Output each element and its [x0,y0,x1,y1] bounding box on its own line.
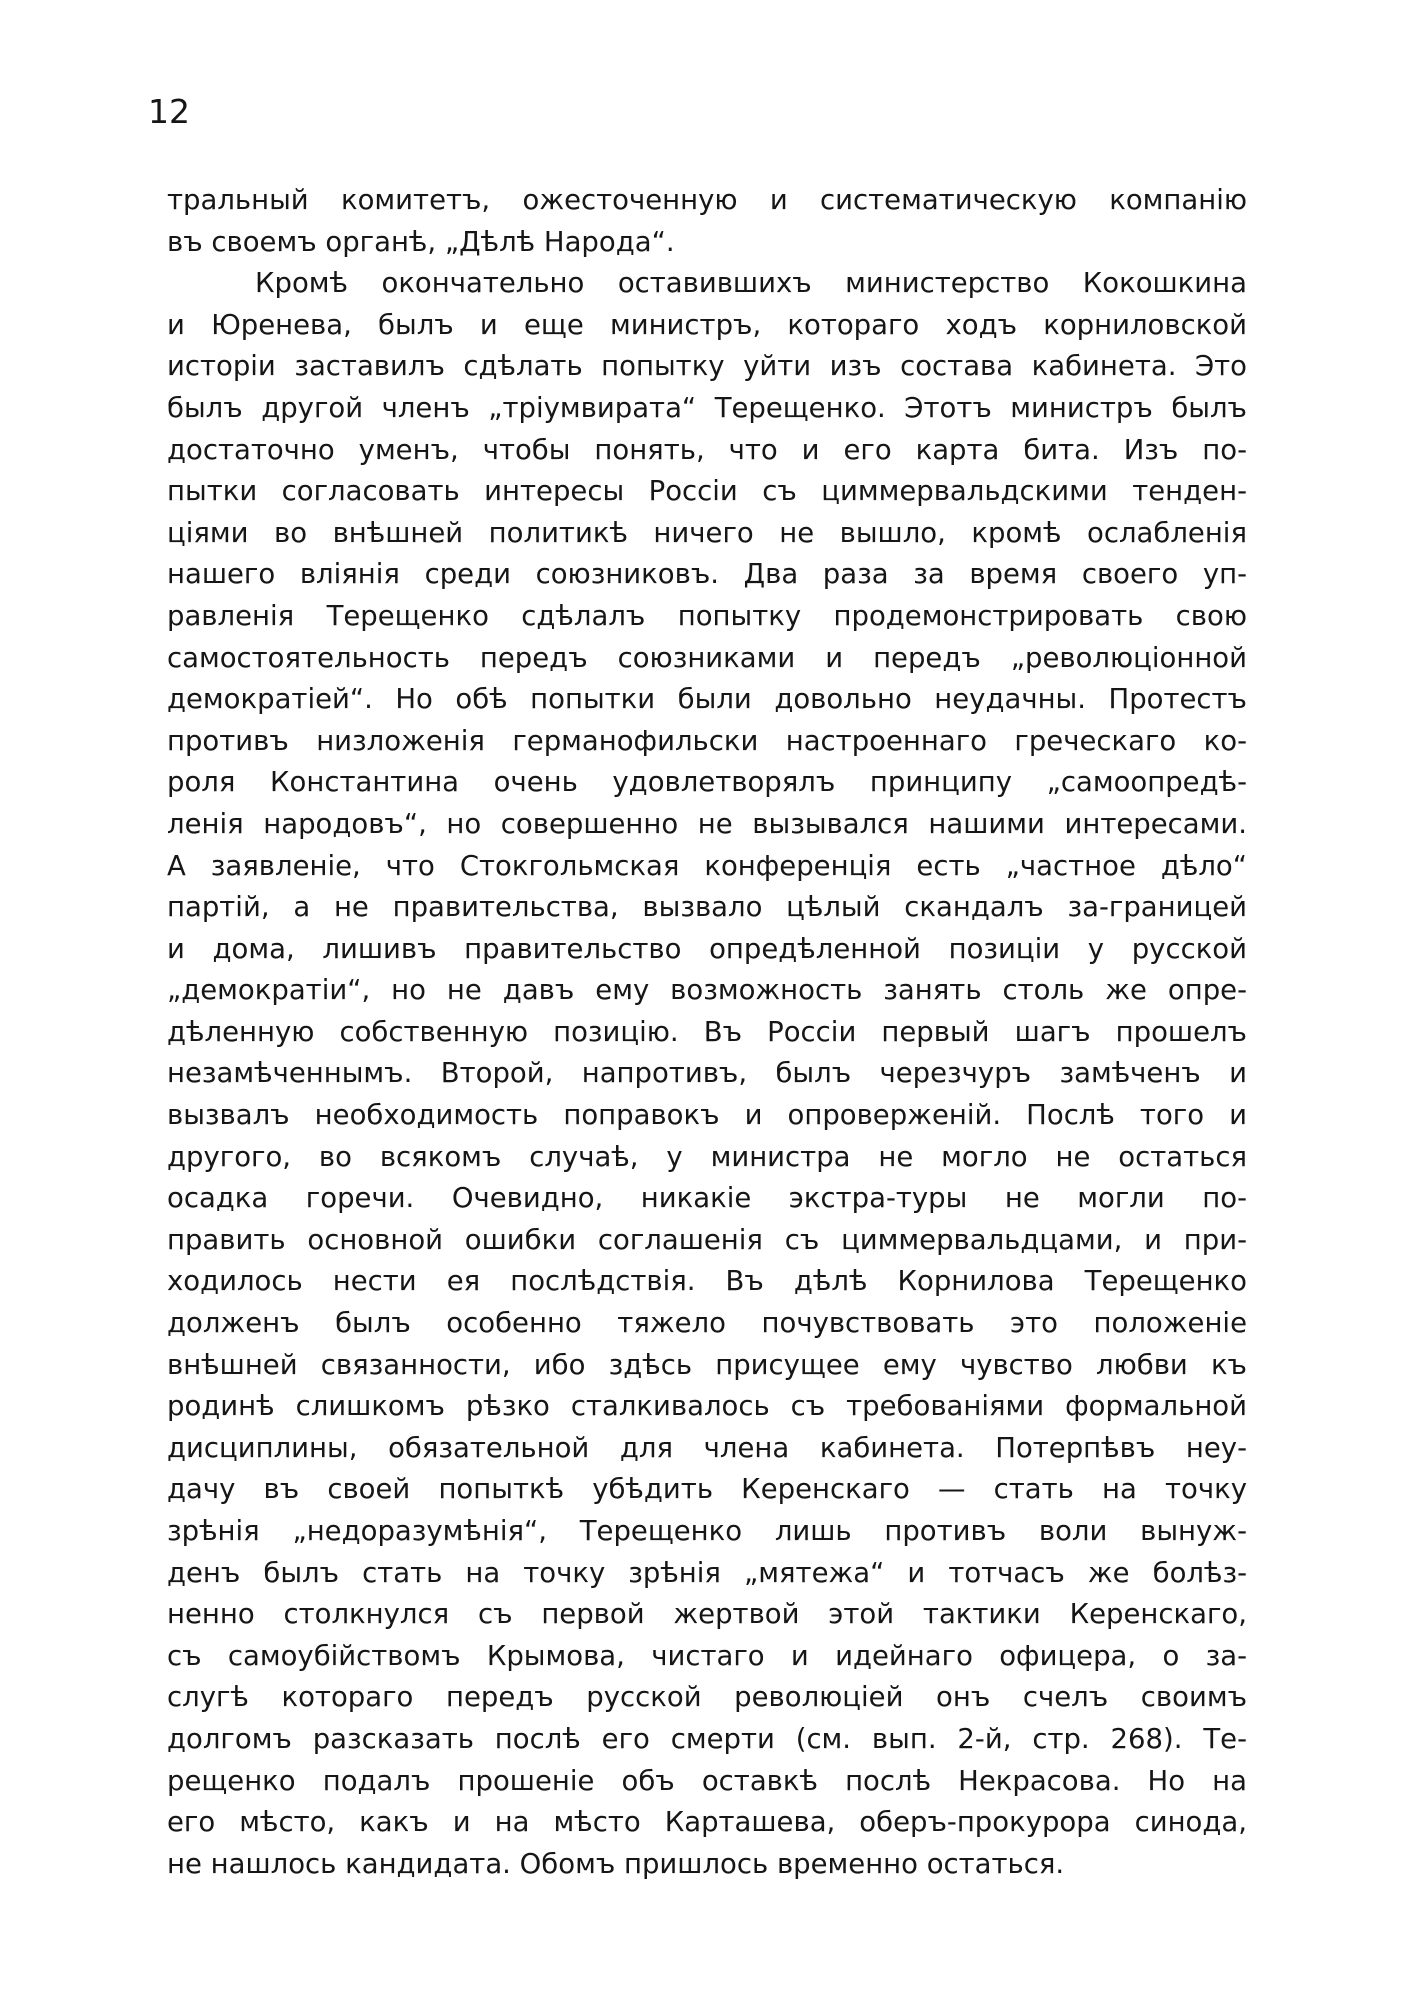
text-line: долженъ былъ особенно тяжело почувствовать это положеніе [167,1307,1247,1340]
text-line: и дома, лишивъ правительство опредѣленной позиціи у русской [167,932,1247,965]
text-line: вызвалъ необходимость поправокъ и опроверженій. Послѣ того и [167,1099,1247,1132]
text-line: роля Константина очень удовлетворялъ принципу „самоопредѣ- [167,766,1247,799]
text-line: нашего вліянія среди союзниковъ. Два раза за время своего уп- [167,558,1247,591]
text-line: демократіей“. Но обѣ попытки были довольно неудачны. Протестъ [167,683,1247,716]
text-line: партій, а не правительства, вызвало цѣлый скандалъ за-границей [167,891,1247,924]
text-line: Кромѣ окончательно оставившихъ министерство Кокошкина [255,267,1247,300]
text-line: слугѣ котораго передъ русской революціей онъ счелъ своимъ [167,1681,1247,1714]
text-line: зрѣнія „недоразумѣнія“, Терещенко лишь противъ воли вынуж- [167,1515,1247,1547]
text-line: незамѣченнымъ. Второй, напротивъ, былъ черезчуръ замѣченъ и [167,1057,1247,1090]
text-line: править основной ошибки соглашенія съ циммервальдцами, и при- [167,1223,1247,1256]
text-line: равленія Терещенко сдѣлалъ попытку продемонстрировать свою [167,599,1247,632]
text-line: не нашлось кандидата. Обомъ пришлось временно остаться. [167,1847,1065,1880]
text-line: пытки согласовать интересы Россіи съ циммервальдскими тенден- [167,475,1247,508]
text-line: исторіи заставилъ сдѣлать попытку уйти изъ состава кабинета. Это [167,350,1247,383]
text-line: его мѣсто, какъ и на мѣсто Карташева, оберъ-прокурора синода, [167,1806,1247,1839]
text-line: въ своемъ органѣ, „Дѣлѣ Народа“. [167,225,675,258]
text-line: дисциплины, обязательной для члена кабинета. Потерпѣвъ неу- [167,1431,1247,1464]
text-line: рещенко подалъ прошеніе объ оставкѣ послѣ Некрасова. Но на [167,1764,1247,1797]
text-line: ленія народовъ“, но совершенно не вызывался нашими интересами. [167,807,1247,840]
text-line: и Юренева, былъ и еще министръ, котораго ходъ корниловской [167,308,1247,341]
text-line: съ самоубійствомъ Крымова, чистаго и идейнаго офицера, о за- [167,1639,1247,1672]
text-line: родинѣ слишкомъ рѣзко сталкивалось съ требованіями формальной [167,1390,1247,1423]
text-line: А заявленіе, что Стокгольмская конференція есть „частное дѣло“ [167,849,1247,882]
text-line: дачу въ своей попыткѣ убѣдить Керенскаго — стать на точку [167,1473,1247,1506]
text-line: ходилось нести ея послѣдствія. Въ дѣлѣ Корнилова Терещенко [167,1265,1247,1298]
text-line: осадка горечи. Очевидно, никакіе экстра-туры не могли по- [167,1182,1247,1215]
text-line: достаточно уменъ, чтобы понять, что и его карта бита. Изъ по- [167,433,1247,466]
text-line: дѣленную собственную позицію. Въ Россіи первый шагъ прошелъ [167,1015,1247,1048]
text-line: тральный комитетъ, ожесточенную и систематическую компанію [167,184,1247,216]
page-number: 12 [148,92,190,131]
text-line: долгомъ разсказать послѣ его смерти (см. вып. 2-й, стр. 268). Те- [167,1722,1247,1755]
text-line: денъ былъ стать на точку зрѣнія „мятежа“ и тотчасъ же болѣз- [167,1556,1247,1589]
text-line: ціями во внѣшней политикѣ ничего не вышло, кромѣ ослабленія [167,516,1247,549]
body-text [167,180,1247,1885]
text-line: противъ низложенія германофильски настроеннаго греческаго ко- [167,724,1247,757]
text-line: былъ другой членъ „тріумвирата“ Терещенко. Этотъ министръ былъ [167,391,1247,424]
text-line: внѣшней связанности, ибо здѣсь присущее ему чувство любви къ [167,1348,1247,1381]
text-line: другого, во всякомъ случаѣ, у министра не могло не остаться [167,1140,1247,1173]
text-line: „демократіи“, но не давъ ему возможность занять столь же опре- [167,974,1247,1007]
text-line: самостоятельность передъ союзниками и передъ „революціонной [167,641,1247,674]
text-line: ненно столкнулся съ первой жертвой этой тактики Керенскаго, [167,1598,1247,1631]
